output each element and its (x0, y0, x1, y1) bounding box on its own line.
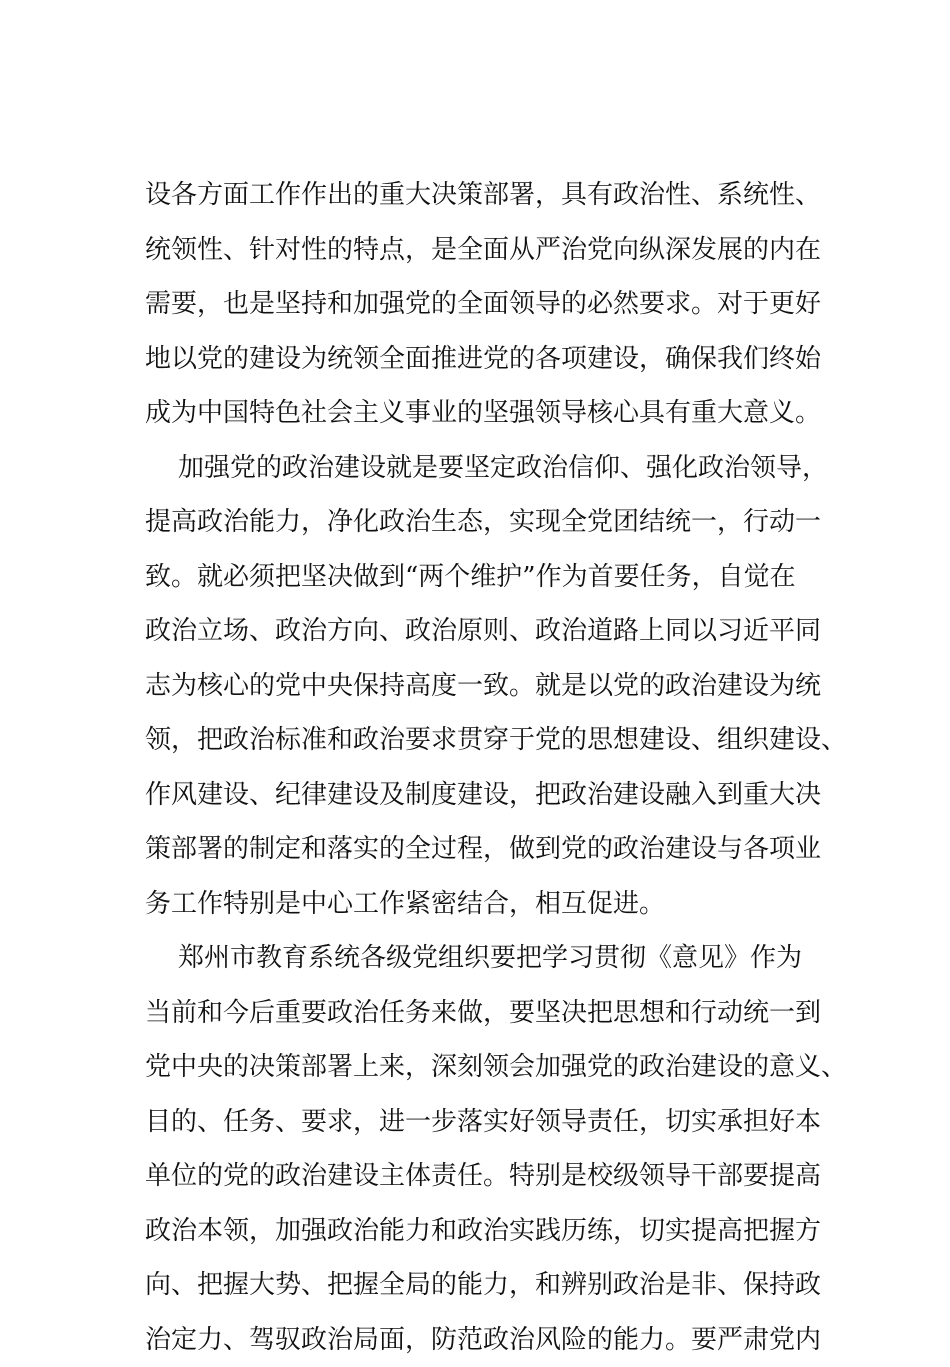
text-line: 志为核心的党中央保持高度一致。就是以党的政治建设为统 (145, 659, 825, 714)
text-line: 地以党的建设为统领全面推进党的各项建设，确保我们终始 (145, 332, 825, 387)
text-line: 当前和今后重要政治任务来做，要坚决把思想和行动统一到 (145, 986, 825, 1041)
text-line: 党中央的决策部署上来，深刻领会加强党的政治建设的意义、 (145, 1040, 825, 1095)
text-line: 作风建设、纪律建设及制度建设，把政治建设融入到重大决 (145, 768, 825, 823)
body-text (145, 168, 825, 1367)
text-line: 郑州市教育系统各级党组织要把学习贯彻《意见》作为 (145, 931, 825, 986)
text-line: 需要，也是坚持和加强党的全面领导的必然要求。对于更好 (145, 277, 825, 332)
text-line: 致。就必须把坚决做到“两个维护”作为首要任务，自觉在 (145, 550, 825, 605)
text-line: 目的、任务、要求，进一步落实好领导责任，切实承担好本 (145, 1095, 825, 1150)
text-line: 成为中国特色社会主义事业的坚强领导核心具有重大意义。 (145, 386, 825, 441)
text-line: 统领性、针对性的特点，是全面从严治党向纵深发展的内在 (145, 223, 825, 278)
text-line: 政治立场、政治方向、政治原则、政治道路上同以习近平同 (145, 604, 825, 659)
text-line: 治定力、驾驭政治局面，防范政治风险的能力。要严肃党内 (145, 1313, 825, 1367)
text-line: 加强党的政治建设就是要坚定政治信仰、强化政治领导， (145, 441, 825, 496)
text-line: 单位的党的政治建设主体责任。特别是校级领导干部要提高 (145, 1149, 825, 1204)
text-line: 务工作特别是中心工作紧密结合，相互促进。 (145, 877, 825, 932)
text-line: 领，把政治标准和政治要求贯穿于党的思想建设、组织建设、 (145, 713, 825, 768)
text-line: 策部署的制定和落实的全过程，做到党的政治建设与各项业 (145, 822, 825, 877)
text-line: 提高政治能力，净化政治生态，实现全党团结统一，行动一 (145, 495, 825, 550)
text-line: 向、把握大势、把握全局的能力，和辨别政治是非、保持政 (145, 1258, 825, 1313)
text-line: 政治本领，加强政治能力和政治实践历练，切实提高把握方 (145, 1204, 825, 1259)
text-line: 设各方面工作作出的重大决策部署，具有政治性、系统性、 (145, 168, 825, 223)
